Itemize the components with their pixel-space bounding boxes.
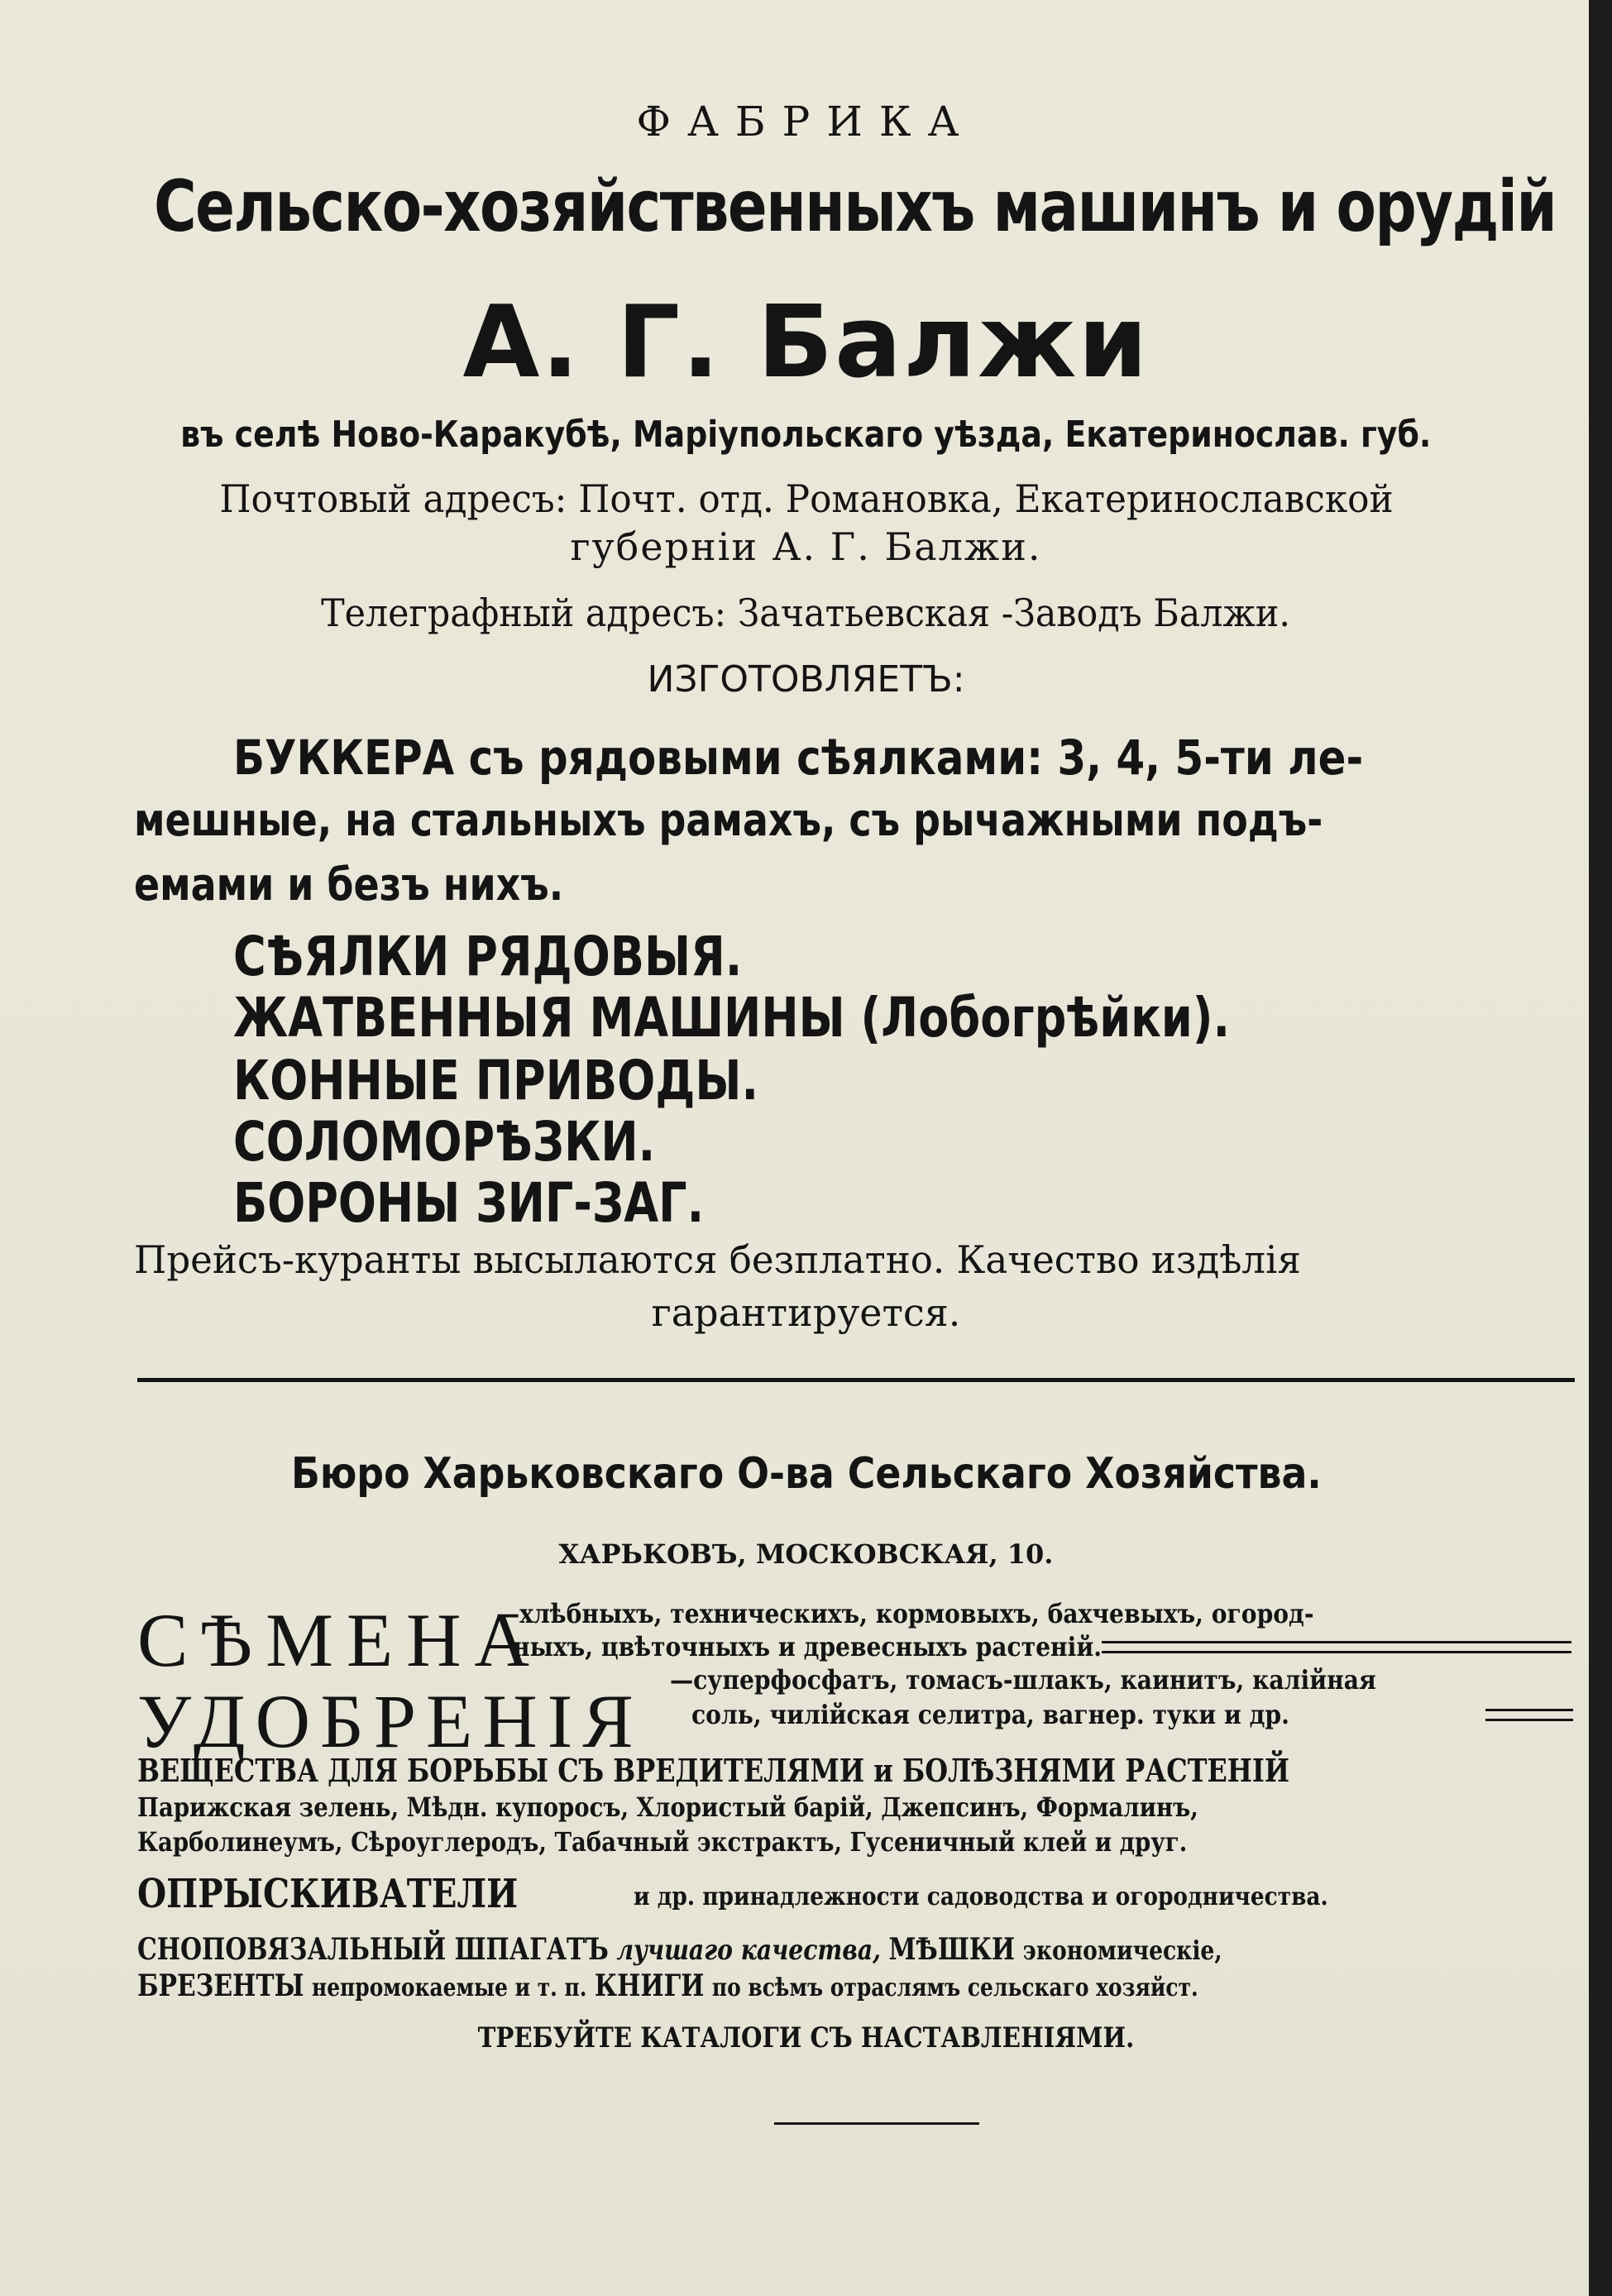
ad2-pest-line1-text: Парижская зелень, Мѣдн. купоросъ, Хлористый барій, Джепсинъ, Формалинъ, — [137, 1791, 1198, 1823]
ad2-fert-line2-text: соль, чилійская селитра, вагнер. туки и др. — [691, 1699, 1289, 1730]
ad1-heading: ФАБРИКА — [636, 98, 976, 146]
ad1-item-text: СОЛОМОРѢЗКИ. — [233, 1110, 656, 1174]
ad1-product-line3-text: емами и безъ нихъ. — [134, 859, 564, 911]
ad2-twine-text1: лучшаго качества, — [616, 1934, 881, 1967]
ad1-subtitle — [0, 165, 1612, 248]
ad1-item-text: ЖАТВЕННЫЯ МАШИНЫ (Лобогрѣйки). — [233, 986, 1231, 1050]
ad2-title — [0, 1449, 1612, 1499]
ad2-seeds-line2 — [513, 1631, 1182, 1662]
page-edge — [1589, 0, 1612, 2296]
ad1-item — [233, 1110, 748, 1174]
ad2-title-text: Бюро Харьковскаго О-ва Сельскаго Хозяйства. — [290, 1449, 1322, 1499]
ad2-pest-line2-text: Карболинеумъ, Сѣроуглеродъ, Табачный экстрактъ, Гусеничный клей и друг. — [137, 1826, 1188, 1858]
ad2-fert-line1-text: —суперфосфатъ, томасъ-шлакъ, каинитъ, калійная — [670, 1664, 1376, 1696]
ad1-owner: А. Г. Балжи — [462, 285, 1150, 400]
ad1-item-text: БОРОНЫ ЗИГ-ЗАГ. — [233, 1171, 705, 1235]
ad2-seeds-line2-text: ныхъ, цвѣточныхъ и древесныхъ растеній. — [513, 1631, 1103, 1662]
ad1-product-line1 — [233, 729, 1547, 786]
ad1-postal-line2: губерніи А. Г. Балжи. — [570, 524, 1042, 569]
ad2-pest-heading — [137, 1752, 1509, 1789]
ad1-telegraph — [0, 591, 1612, 635]
ad1-subtitle-text: Сельско-хозяйственныхъ машинъ и орудій — [154, 165, 1557, 248]
ad2-sacks-label: МѢШКИ — [888, 1932, 1016, 1967]
ad1-item-text: КОННЫЕ ПРИВОДЫ. — [233, 1049, 759, 1112]
ad2-pest-line2 — [137, 1826, 1358, 1858]
ad2-fert-line1 — [670, 1664, 1472, 1696]
ad2-seeds-line1-text: —хлѣбныхъ, техническихъ, кормовыхъ, бахчевыхъ, огород- — [496, 1598, 1314, 1629]
section-divider — [137, 1378, 1575, 1382]
ad2-sprayers-label: ОПРЫСКИВАТЕЛИ — [137, 1871, 519, 1917]
ad2-tarps-line — [137, 1968, 1415, 2003]
ad2-books-label: КНИГИ — [594, 1968, 705, 2003]
ad2-sprayers-row — [137, 1871, 591, 1917]
ad2-twine-inner — [137, 1932, 1222, 1967]
ad2-sprayers-text-inner: и др. принадлежности садоводства и огородничества. — [634, 1882, 1328, 1911]
ad2-fert-rule — [1485, 1709, 1573, 1721]
ad2-address: ХАРЬКОВЪ, МОСКОВСКАЯ, 10. — [558, 1538, 1054, 1570]
ad2-seeds-label: СѢМЕНА — [137, 1598, 543, 1682]
ad2-seeds-line1 — [496, 1598, 1425, 1629]
ad2-tarps-text: непромокаемые и т. п. — [311, 1973, 587, 2002]
ad2-sprayers-text — [634, 1882, 1423, 1911]
ad1-footer-line1-text: Прейсъ-куранты высылаются безплатно. Качество издѣлія — [134, 1237, 1301, 1282]
ad2-books-text: по всѣмъ отраслямъ сельскаго хозяйст. — [711, 1973, 1198, 2002]
ad2-twine-line — [137, 1932, 1444, 1967]
ad1-item — [233, 925, 854, 988]
ad1-makes: ИЗГОТОВЛЯЕТЪ: — [647, 658, 965, 701]
ad1-footer-line1 — [134, 1237, 1325, 1282]
ad1-product-line2-text: мешные, на стальныхъ рамахъ, съ рычажными подъ- — [134, 794, 1323, 846]
ad2-tarps-inner — [137, 1968, 1198, 2003]
ad1-location-text: въ селѣ Ново-Каракубѣ, Маріупольскаго уѣзда, Екатеринослав. губ. — [180, 414, 1432, 456]
ad1-item — [233, 1049, 873, 1112]
bottom-rule — [774, 2122, 979, 2125]
ad1-postal-line1 — [0, 476, 1612, 521]
ad1-location — [0, 414, 1612, 456]
ad2-catalog-text: ТРЕБУЙТЕ КАТАЛОГИ СЪ НАСТАВЛЕНІЯМИ. — [477, 2021, 1135, 2054]
ad1-item — [233, 986, 1449, 1050]
ad1-footer-line2: гарантируется. — [651, 1290, 961, 1335]
ad1-product-line1-text: БУККЕРА съ рядовыми сѣялками: 3, 4, 5-ти ле- — [233, 729, 1364, 786]
ad1-postal-line1-text: Почтовый адресъ: Почт. отд. Романовка, Екатеринославской — [218, 476, 1394, 521]
ad2-pest-line1 — [137, 1791, 1371, 1823]
ad2-fert-label: УДОБРЕНІЯ — [137, 1679, 643, 1763]
ad2-twine-text2: экономическіе, — [1022, 1935, 1222, 1966]
ad2-twine-label: СНОПОВЯЗАЛЬНЫЙ ШПАГАТЪ — [137, 1932, 609, 1967]
ad2-fert-line2 — [691, 1699, 1371, 1730]
ad1-item — [233, 1171, 807, 1235]
ad2-catalog — [0, 2021, 1612, 2054]
ad1-product-line3 — [134, 859, 639, 911]
ad1-telegraph-text: Телеграфный адресъ: Зачатьевская -Заводъ Балжи. — [321, 591, 1291, 635]
ad1-product-line2 — [134, 794, 1533, 846]
ad2-pest-heading-text: ВЕЩЕСТВА ДЛЯ БОРЬБЫ СЪ ВРЕДИТЕЛЯМИ и БОЛѢЗНЯМИ РАСТЕНІЙ — [137, 1752, 1290, 1789]
ad2-seeds-rule — [1102, 1641, 1571, 1653]
ad2-tarps-label: БРЕЗЕНТЫ — [137, 1968, 304, 2003]
ad1-item-text: СѢЯЛКИ РЯДОВЫЯ. — [233, 925, 743, 988]
